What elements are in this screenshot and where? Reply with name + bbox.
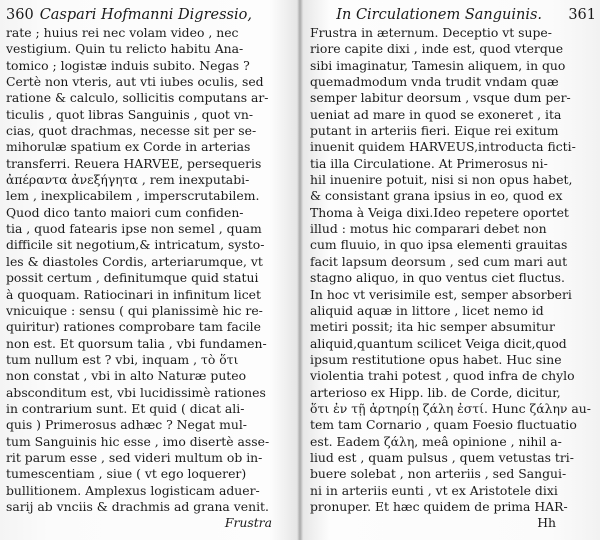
text-line: ueniat ad mare in quod se exoneret , ita [310, 106, 562, 122]
text-line: aliquid aquæ in littore , licet nemo id [310, 302, 544, 318]
left-text-block [6, 25, 294, 515]
text-line: mihorulæ spatium ex Corde in arterias [6, 139, 251, 155]
text-line: quiritur) rationes comprobare tam facile [6, 319, 261, 335]
text-line: In hoc vt verisimile est, semper absorberi [310, 286, 572, 302]
text-line: absconditum est, vbi lucidissimè rationes [6, 384, 266, 400]
right-head-title: In Circulationem Sanguinis. [336, 7, 543, 23]
text-line: Certè non vteris, aut vti iubes oculis, sed [6, 74, 264, 90]
text-line: sarij ab vnciis & drachmis ad grana venit. [6, 498, 269, 514]
text-line: Frustra in æternum. Deceptio vt supe- [310, 25, 552, 40]
text-line: tum nullum est ? vbi, inquam , τὸ ὅτι [6, 351, 239, 367]
text-line: cias, quot drachmas, necesse sit per se- [6, 123, 257, 139]
text-line: difficile sit negotium,& intricatum, systo- [6, 237, 265, 253]
text-line: possit certum , definitumque quid statui [6, 270, 259, 286]
text-line: ticulis , quot libras Sanguinis , quot vn- [6, 106, 254, 122]
text-line: transferri. Reuera HARVEE, persequeris [6, 155, 262, 171]
text-line: tia , quod fatearis ipse non semel , quam [6, 221, 262, 237]
text-line: pronuper. Et hæc quidem de prima HAR- [310, 498, 568, 514]
text-line: aliquid,quantum scilicet Veiga dicit,quod [310, 335, 567, 351]
text-line: rate ; huius rei nec volam video , nec [6, 25, 239, 40]
left-running-head [6, 6, 294, 25]
text-line: facit lapsum deorsum , sed cum mari aut [310, 253, 568, 269]
text-line: ὅτι ἐν τῇ ἀρτηρίῃ ζάλη ἐστί. Hunc ζάλην au- [310, 400, 591, 416]
right-running-head [310, 6, 596, 25]
text-line: cum fluuio, in quo ipsa elementi grauitas [310, 237, 568, 253]
left-head-title: Caspari Hofmanni Digressio, [39, 7, 252, 23]
text-line: liud est , quam pulsus , quem vetustas tri- [310, 449, 574, 465]
left-page-number: 360 [6, 7, 34, 23]
text-line: ipsum restitutione opus habet. Huc sine [310, 351, 562, 367]
text-line: arterioso ex Hipp. lib. de Corde, dicitur, [310, 384, 561, 400]
text-line: vnicuique : sensu ( qui planissimè hic re- [6, 302, 263, 318]
text-line: quis ) Primerosus adhæc ? Negat mul- [6, 417, 247, 433]
text-line: hil inuenire potuit, nisi si non opus habet, [310, 172, 573, 188]
text-line: ἀπέραντα ἀνεξήγητα , rem inexputabi- [6, 172, 250, 188]
left-catchword: Frustra [224, 515, 272, 531]
text-line: buere solebat , non arteriis , sed Sangui- [310, 466, 567, 482]
text-line: vestigium. Quin tu relicto habitu Ana- [6, 41, 244, 57]
text-line: lem , inexplicabilem , imperscrutabilem. [6, 188, 260, 204]
text-line: tumescentiam , siue ( vt ego loquerer) [6, 466, 247, 482]
right-text-block [310, 25, 596, 515]
text-line: ratione & calculo, sollicitis computans ar- [6, 90, 269, 106]
text-line: tem tam Cornario , quam Foesio fluctuatio [310, 417, 577, 433]
text-line: bullitionem. Amplexus logisticam aduer- [6, 482, 260, 498]
text-line: est. Eadem ζάλη, meâ opinione , nihil a- [310, 433, 562, 449]
text-line: tomico ; logistæ induis subito. Negas ? [6, 57, 250, 73]
text-line: & consistant grana ipsius in eo, quod ex [310, 188, 563, 204]
text-line: Quod dico tanto maiori cum confiden- [6, 204, 244, 220]
text-line: quemadmodum vnda trudit vndam quæ [310, 74, 559, 90]
left-page [6, 6, 294, 534]
right-page [310, 6, 596, 534]
text-line: metiri possit; ita hic semper absumitur [310, 319, 555, 335]
text-line: non constat , vbi in alto Naturæ puteo [6, 368, 247, 384]
text-line: violentia trahi potest , quod infra de chylo [310, 368, 575, 384]
text-line: stagno aliquo, in quo ventus ciet fluctus. [310, 270, 565, 286]
text-line: à quoquam. Ratiocinari in infinitum licet [6, 286, 261, 302]
text-line: tum Sanguinis hic esse , imo disertè asse- [6, 433, 270, 449]
text-line: Thoma à Veiga dixi.Ideo repetere oportet [310, 204, 569, 220]
text-line: illud : motus hic comparari debet non [310, 221, 547, 237]
text-line: semper labitur deorsum , vsque dum per- [310, 90, 571, 106]
text-line: in contrarium sunt. Et quid ( dicat ali- [6, 400, 245, 416]
text-line: inuenit quidem HARVEUS,introducta ficti- [310, 139, 576, 155]
right-page-number: 361 [568, 7, 596, 23]
text-line: tia illa Circulatione. At Primerosus ni- [310, 155, 548, 171]
text-line: sibi imaginatur, Tamesin aliquem, in quo [310, 57, 566, 73]
book-gutter [297, 0, 303, 540]
text-line: non est. Et quorsum talia , vbi fundamen- [6, 335, 267, 351]
right-catchword: Hh [537, 515, 556, 531]
text-line: ni in arteriis eunti , vt ex Aristotele dixi [310, 482, 558, 498]
text-line: putant in arteriis fieri. Eique rei exitum [310, 123, 559, 139]
text-line: riore capite dixi , inde est, quod vterque [310, 41, 564, 57]
text-line: rit parum esse , sed videri multum ob in- [6, 449, 263, 465]
text-line: les & diastoles Cordis, arteriarumque, vt [6, 253, 263, 269]
